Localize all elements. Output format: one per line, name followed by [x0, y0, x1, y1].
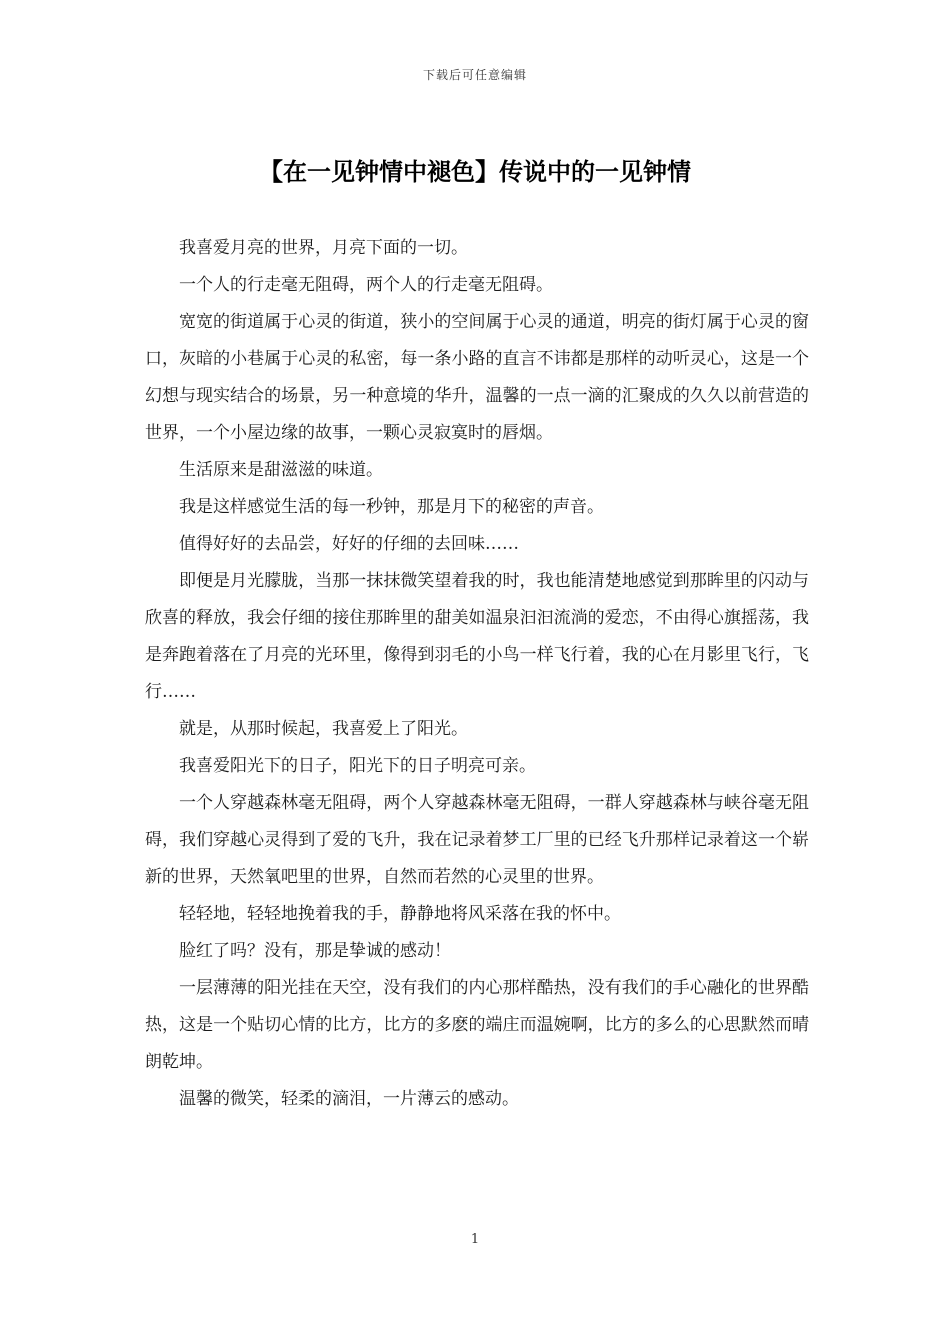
paragraph: 轻轻地，轻轻地挽着我的手，静静地将风采落在我的怀中。 [179, 904, 621, 924]
paragraph: 一个人穿越森林毫无阻碍，两个人穿越森林毫无阻碍，一群人穿越森林与峡谷毫无阻碍，我们穿越心灵得到了爱的飞升，我在记录着梦工厂里的已经飞升那样记录着这一个崭新的世界，天然氧吧里的世界，自然而若然的心灵里的世界。 [145, 793, 809, 887]
paragraph: 温馨的微笑，轻柔的滴泪，一片薄云的感动。 [179, 1089, 519, 1109]
paragraph: 一个人的行走毫无阻碍，两个人的行走毫无阻碍。 [179, 275, 553, 295]
paragraph: 宽宽的街道属于心灵的街道，狭小的空间属于心灵的通道，明亮的街灯属于心灵的窗口，灰暗的小巷属于心灵的私密，每一条小路的直言不讳都是那样的动听灵心，这是一个幻想与现实结合的场景，另一种意境的华升，温馨的一点一滴的汇聚成的久久以前营造的世界，一个小屋边缘的故事，一颗心灵寂寞时的唇烟。 [145, 312, 809, 443]
paragraph: 一层薄薄的阳光挂在天空，没有我们的内心那样酷热，没有我们的手心融化的世界酷热，这是一个贴切心情的比方，比方的多麽的端庄而温婉啊，比方的多么的心思默然而晴朗乾坤。 [145, 978, 809, 1072]
paragraph: 就是，从那时候起，我喜爱上了阳光。 [179, 719, 468, 739]
paragraph: 值得好好的去品尝，好好的仔细的去回味…… [179, 534, 519, 554]
paragraph: 我是这样感觉生活的每一秒钟，那是月下的秘密的声音。 [179, 497, 604, 517]
page-number: 1 [470, 1232, 480, 1247]
document-body [145, 230, 809, 1118]
paragraph: 我喜爱阳光下的日子，阳光下的日子明亮可亲。 [179, 756, 536, 776]
document-title: 【在一见钟情中褪色】传说中的一见钟情 [259, 158, 691, 186]
header-note: 下载后可任意编辑 [422, 68, 527, 82]
paragraph: 生活原来是甜滋滋的味道。 [179, 460, 383, 480]
paragraph: 我喜爱月亮的世界，月亮下面的一切。 [179, 238, 468, 258]
paragraph: 即便是月光朦胧，当那一抹抹微笑望着我的时，我也能清楚地感觉到那眸里的闪动与欣喜的释放，我会仔细的接住那眸里的甜美如温泉汩汩流淌的爱恋，不由得心旗摇荡，我是奔跑着落在了月亮的光环里，像得到羽毛的小鸟一样飞行着，我的心在月影里飞行，飞行…… [145, 571, 809, 702]
paragraph: 脸红了吗？没有，那是挚诚的感动！ [179, 941, 451, 961]
